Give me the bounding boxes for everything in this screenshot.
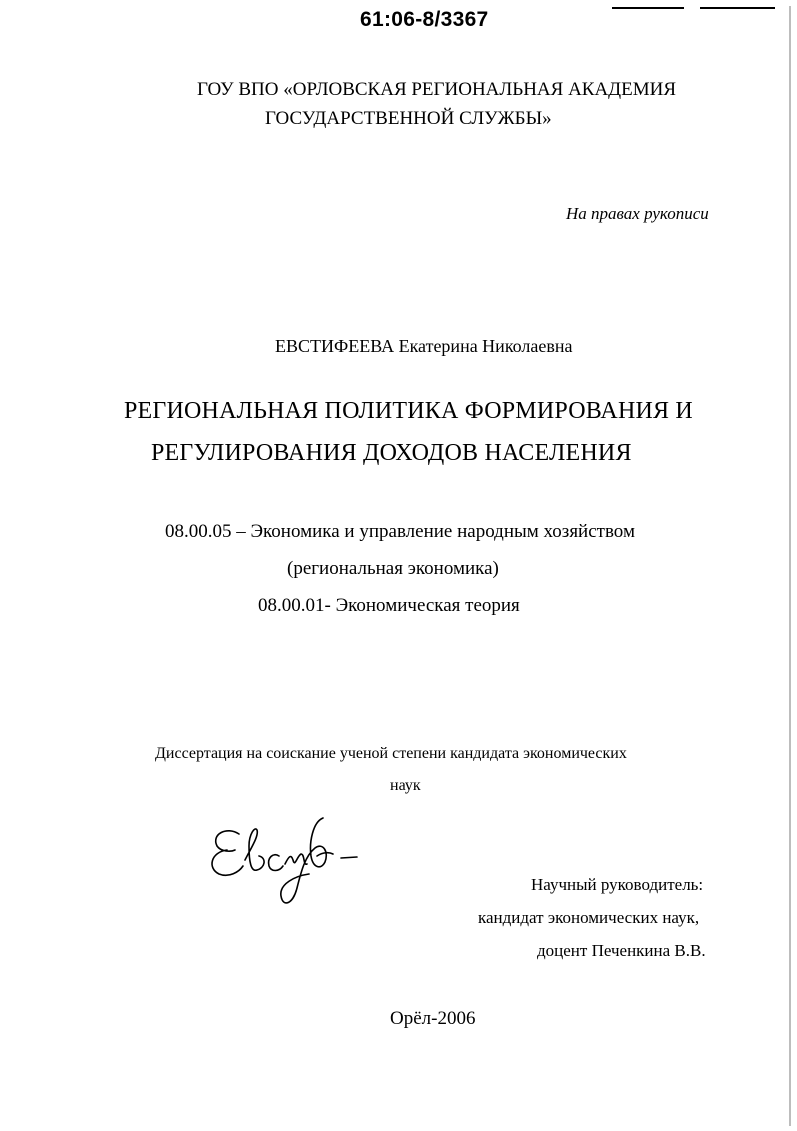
supervisor-degree: кандидат экономических наук,	[478, 908, 700, 927]
header-rule-2	[700, 7, 775, 9]
author-name: ЕВСТИФЕЕВА Екатерина Николаевна	[275, 336, 573, 356]
supervisor-label: Научный руководитель:	[531, 875, 704, 894]
dissertation-line-2: наук	[390, 777, 421, 794]
scan-edge	[789, 6, 791, 1126]
place-and-year: Орёл-2006	[390, 1008, 476, 1029]
dissertation-line-1: Диссертация на соискание ученой степени кандидата экономических	[155, 745, 627, 762]
thesis-title-line-2: РЕГУЛИРОВАНИЯ ДОХОДОВ НАСЕЛЕНИЯ	[151, 440, 632, 466]
manuscript-rights-note: На правах рукописи	[566, 204, 709, 223]
header-rule-1	[612, 7, 684, 9]
specialty-line-3: 08.00.01- Экономическая теория	[258, 595, 520, 616]
supervisor-name: доцент Печенкина В.В.	[537, 941, 706, 960]
institution-line-1: ГОУ ВПО «ОРЛОВСКАЯ РЕГИОНАЛЬНАЯ АКАДЕМИЯ	[197, 79, 677, 100]
institution-line-2: ГОСУДАРСТВЕННОЙ СЛУЖБЫ»	[265, 108, 552, 129]
thesis-title-line-1: РЕГИОНАЛЬНАЯ ПОЛИТИКА ФОРМИРОВАНИЯ И	[124, 398, 693, 424]
handwritten-signature-icon	[205, 812, 365, 912]
specialty-line-2: (региональная экономика)	[287, 558, 499, 579]
registration-number: 61:06-8/3367	[360, 8, 489, 31]
specialty-line-1: 08.00.05 – Экономика и управление народным хозяйством	[165, 521, 635, 542]
